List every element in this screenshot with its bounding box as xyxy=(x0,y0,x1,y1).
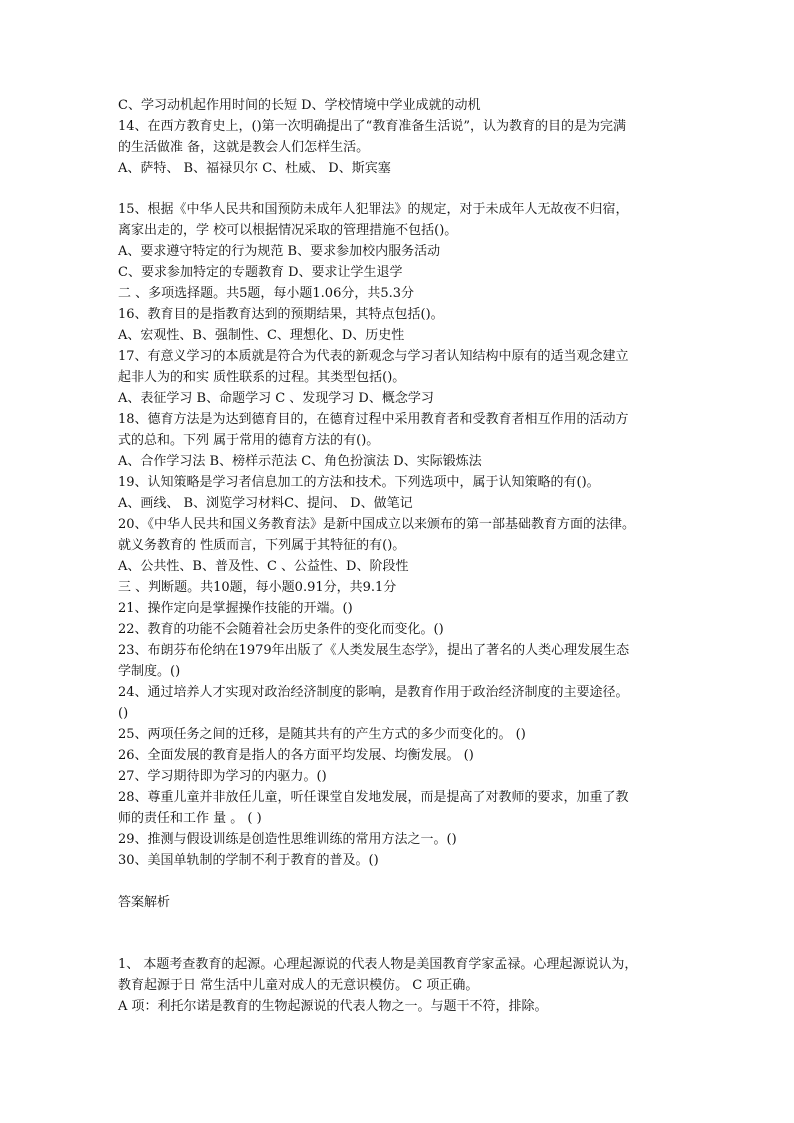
question-17-stem-cont: 起非人为的和实 质性联系的过程。其类型包括()。 xyxy=(118,370,406,385)
question-14-stem-cont: 的生活做准 备，这就是教会人们怎样生活。 xyxy=(118,140,370,155)
question-19-options: A、画线、 B、浏览学习材料C、提问、 D、做笔记 xyxy=(118,496,413,511)
question-16-stem: 16、教育目的是指教育达到的预期结果，其特点包括()。 xyxy=(118,307,444,322)
question-20-options: A、公共性、B、普及性、C 、公益性、D、阶段性 xyxy=(118,559,409,574)
question-18-stem-cont: 式的总和。下列 属于常用的德育方法的有()。 xyxy=(118,433,380,448)
question-15-stem-cont: 离家出走的，学 校可以根据情况采取的管理措施不包括()。 xyxy=(118,223,458,238)
question-20-stem-cont: 就义务教育的 性质而言，下列属于其特征的有()。 xyxy=(118,538,406,553)
answer-1-option-a: A 项：利托尔诺是教育的生物起源说的代表人物之一。与题干不符，排除。 xyxy=(118,999,548,1014)
question-15-option-cd: C、要求参加特定的专题教育 D、要求让学生退学 xyxy=(118,265,403,280)
answer-section-heading: 答案解析 xyxy=(118,895,171,910)
question-13-option-cd: C、学习动机起作用时间的长短 D、学校情境中学业成就的动机 xyxy=(118,98,481,113)
question-22: 22、教育的功能不会随着社会历史条件的变化而变化。() xyxy=(118,622,444,637)
question-29: 29、推测与假设训练是创造性思维训练的常用方法之一。() xyxy=(118,832,457,847)
question-26: 26、全面发展的教育是指人的各方面平均发展、均衡发展。 () xyxy=(118,748,474,763)
question-14-options: A、萨特、 B、福禄贝尔 C、杜威、 D、斯宾塞 xyxy=(118,161,391,176)
question-28-cont: 师的责任和工作 量 。 ( ) xyxy=(118,811,262,826)
question-27: 27、学习期待即为学习的内驱力。() xyxy=(118,769,327,784)
question-25: 25、两项任务之间的迁移，是随其共有的产生方式的多少而变化的。 () xyxy=(118,727,526,742)
question-28: 28、尊重儿童并非放任儿童，听任课堂自发地发展，而是提高了对教师的要求，加重了教 xyxy=(118,790,629,805)
question-17-stem: 17、有意义学习的本质就是符合为代表的新观念与学习者认知结构中原有的适当观念建立 xyxy=(118,349,629,364)
question-15-stem: 15、根据《中华人民共和国预防未成年人犯罪法》的规定，对于未成年人无故夜不归宿， xyxy=(118,202,629,217)
question-21: 21、操作定向是掌握操作技能的开端。() xyxy=(118,601,353,616)
answer-1: 1、 本题考查教育的起源。心理起源说的代表人物是美国教育学家孟禄。心理起源说认为， xyxy=(118,957,638,972)
answer-1-cont: 教育起源于日 常生活中儿童对成人的无意识模仿。 C 项正确。 xyxy=(118,978,479,993)
question-17-options: A、表征学习 B、命题学习 C 、发现学习 D、概念学习 xyxy=(118,391,434,406)
question-23-cont: 学制度。() xyxy=(118,664,181,679)
question-24-cont: () xyxy=(118,706,129,721)
section-heading-multiple-choice: 二 、多项选择题。共5题，每小题1.06分，共5.3分 xyxy=(118,286,415,301)
question-24: 24、通过培养人才实现对政治经济制度的影响，是教育作用于政治经济制度的主要途径。 xyxy=(118,685,629,700)
question-18-stem: 18、德育方法是为达到德育目的，在德育过程中采用教育者和受教育者相互作用的活动方 xyxy=(118,412,629,427)
question-19-stem: 19、认知策略是学习者信息加工的方法和技术。下列选项中，属于认知策略的有()。 xyxy=(118,475,600,490)
question-30: 30、美国单轨制的学制不利于教育的普及。() xyxy=(118,853,379,868)
question-18-options: A、合作学习法 B、榜样示范法 C、角色扮演法 D、实际锻炼法 xyxy=(118,454,482,469)
question-14-stem: 14、在西方教育史上，()第一次明确提出了“教育准备生活说”，认为教育的目的是为完满 xyxy=(118,119,626,134)
question-16-options: A、宏观性、B、强制性、C、理想化、D、历史性 xyxy=(118,328,405,343)
question-23: 23、布朗芬布伦纳在1979年出版了《人类发展生态学》，提出了著名的人类心理发展生态 xyxy=(118,643,630,658)
question-20-stem: 20、《中华人民共和国义务教育法》是新中国成立以来颁布的第一部基础教育方面的法律。 xyxy=(118,517,636,532)
question-15-option-ab: A、要求遵守特定的行为规范 B、要求参加校内服务活动 xyxy=(118,244,441,259)
section-heading-true-false: 三 、判断题。共10题，每小题0.91分，共9.1分 xyxy=(118,580,397,595)
